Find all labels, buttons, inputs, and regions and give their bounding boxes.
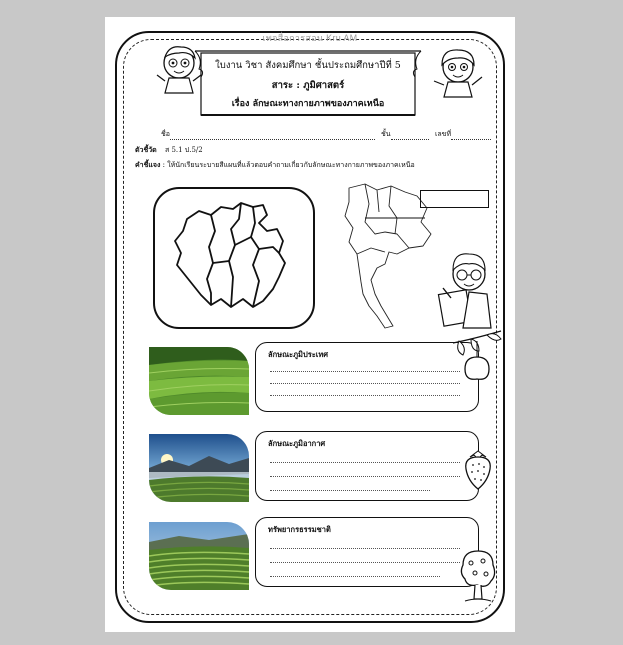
photo-misty-mountain-sunrise bbox=[149, 434, 249, 502]
indicator-label: ตัวชี้วัด bbox=[135, 145, 157, 154]
apple-branch-icon bbox=[449, 329, 505, 383]
northern-region-map-frame bbox=[153, 187, 315, 329]
name-label: ชื่อ bbox=[161, 130, 170, 138]
lesson-topic: เรื่อง ลักษณะทางกายภาพของภาคเหนือ bbox=[231, 99, 385, 109]
answer-line[interactable] bbox=[270, 576, 440, 577]
answer-line[interactable] bbox=[270, 562, 460, 563]
name-field[interactable] bbox=[161, 129, 375, 140]
photo-tea-plantation-hills bbox=[149, 522, 249, 590]
northern-region-map[interactable] bbox=[155, 189, 313, 327]
instruction-line bbox=[135, 160, 415, 171]
strawberry-icon bbox=[462, 449, 494, 491]
answer-line[interactable] bbox=[270, 395, 460, 396]
section-card-terrain bbox=[255, 342, 479, 412]
worksheet-title: ใบงาน วิชา สังคมศึกษา ชั้นประถมศึกษาปีที่ 5 bbox=[215, 60, 401, 71]
section-title-terrain: ลักษณะภูมิประเทศ bbox=[268, 350, 329, 359]
instruction-label: คำชี้แจง bbox=[135, 160, 161, 169]
answer-line[interactable] bbox=[270, 490, 430, 491]
number-field[interactable] bbox=[435, 129, 491, 140]
worksheet-page bbox=[105, 17, 515, 632]
map-label-answer-box[interactable] bbox=[420, 190, 489, 208]
section-card-climate bbox=[255, 431, 479, 501]
fruit-tree-icon bbox=[457, 547, 499, 607]
section-title-resources: ทรัพยากรธรรมชาติ bbox=[268, 525, 331, 534]
title-banner bbox=[193, 47, 423, 117]
answer-line[interactable] bbox=[270, 383, 460, 384]
section-card-resources bbox=[255, 517, 479, 587]
indicator-value: ส 5.1 ป.5/2 bbox=[164, 146, 203, 154]
cartoon-girl-icon bbox=[430, 45, 486, 101]
instruction-text: : ให้นักเรียนระบายสีแผนที่แล้วตอบคำถามเกี่ยวกับลักษณะทางกายภาพของภาคเหนือ bbox=[162, 161, 415, 169]
answer-line[interactable] bbox=[270, 548, 460, 549]
answer-line[interactable] bbox=[270, 371, 460, 372]
photo-green-rice-terraces bbox=[149, 347, 249, 415]
teacher-icon bbox=[438, 254, 491, 328]
answer-line[interactable] bbox=[270, 462, 460, 463]
class-label: ชั้น bbox=[381, 130, 391, 138]
number-label: เลขที่ bbox=[435, 130, 452, 138]
watermark-text: เพจสื่อการสอน Kru AM bbox=[262, 33, 358, 43]
indicator-line bbox=[135, 145, 203, 156]
answer-line[interactable] bbox=[270, 476, 460, 477]
subject-strand: สาระ : ภูมิศาสตร์ bbox=[271, 80, 345, 91]
class-field[interactable] bbox=[381, 129, 429, 140]
section-title-climate: ลักษณะภูมิอากาศ bbox=[268, 439, 326, 448]
